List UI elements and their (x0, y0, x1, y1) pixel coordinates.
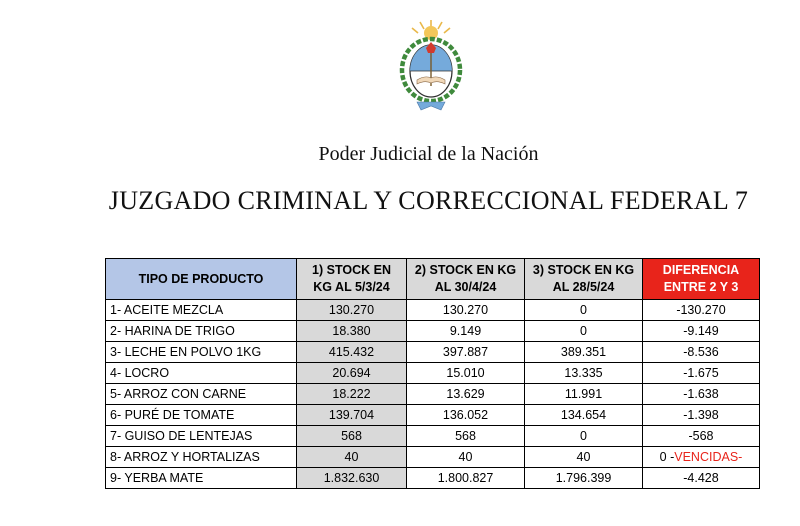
stock-2-value: 136.052 (407, 405, 525, 426)
difference-number: -1.638 (683, 387, 719, 401)
stock-2-value: 397.887 (407, 342, 525, 363)
stock-1-value: 1.832.630 (297, 468, 407, 489)
stock-1-value: 40 (297, 447, 407, 468)
difference-value (643, 300, 760, 321)
stock-3-value: 0 (525, 426, 643, 447)
stock-2-value: 15.010 (407, 363, 525, 384)
product-name: 8- ARROZ Y HORTALIZAS (106, 447, 297, 468)
difference-number: -8.536 (683, 345, 719, 359)
product-name: 1- ACEITE MEZCLA (106, 300, 297, 321)
stock-1-value: 18.380 (297, 321, 407, 342)
stock-3-value: 40 (525, 447, 643, 468)
stock-3-value: 0 (525, 300, 643, 321)
difference-value (643, 447, 760, 468)
header-stock-2 (407, 259, 525, 300)
stock-3-value: 0 (525, 321, 643, 342)
stock-1-value: 568 (297, 426, 407, 447)
stock-1-value: 18.222 (297, 384, 407, 405)
table-row (106, 384, 760, 405)
court-title: JUZGADO CRIMINAL Y CORRECCIONAL FEDERAL 7 (108, 186, 749, 215)
table-row (106, 447, 760, 468)
header-stock-2-line2: AL 30/4/24 (434, 280, 497, 294)
stock-3-value: 134.654 (525, 405, 643, 426)
table-row (106, 342, 760, 363)
stock-2-value: 13.629 (407, 384, 525, 405)
difference-number: -9.149 (683, 324, 719, 338)
stock-1-value: 139.704 (297, 405, 407, 426)
difference-number: -1.398 (683, 408, 719, 422)
header-difference-line2: ENTRE 2 Y 3 (663, 280, 739, 294)
stock-2-value: 130.270 (407, 300, 525, 321)
stock-2-value: 1.800.827 (407, 468, 525, 489)
header-stock-1-line1: 1) STOCK EN (312, 263, 391, 277)
difference-number: -4.428 (683, 471, 719, 485)
difference-value (643, 468, 760, 489)
product-name: 2- HARINA DE TRIGO (106, 321, 297, 342)
stock-3-value: 1.796.399 (525, 468, 643, 489)
difference-number: -1.675 (683, 366, 719, 380)
product-name: 6- PURÉ DE TOMATE (106, 405, 297, 426)
coat-of-arms-icon (395, 18, 467, 118)
product-name: 5- ARROZ CON CARNE (106, 384, 297, 405)
header-stock-3-line1: 3) STOCK EN KG (532, 263, 635, 277)
difference-value (643, 363, 760, 384)
difference-value (643, 384, 760, 405)
table-row (106, 363, 760, 384)
product-name: 4- LOCRO (106, 363, 297, 384)
header-stock-1 (297, 259, 407, 300)
header-stock-3 (525, 259, 643, 300)
stock-2-value: 9.149 (407, 321, 525, 342)
stock-3-value: 389.351 (525, 342, 643, 363)
product-name: 7- GUISO DE LENTEJAS (106, 426, 297, 447)
stock-1-value: 130.270 (297, 300, 407, 321)
difference-note: VENCIDAS- (674, 450, 743, 464)
header-product (106, 259, 297, 300)
table-row (106, 468, 760, 489)
header-difference-line1: DIFERENCIA (662, 263, 740, 277)
table-row (106, 321, 760, 342)
difference-value (643, 426, 760, 447)
difference-value (643, 321, 760, 342)
header-stock-1-line2: KG AL 5/3/24 (313, 280, 390, 294)
difference-number: -568 (688, 429, 714, 443)
stock-1-value: 20.694 (297, 363, 407, 384)
stock-3-value: 13.335 (525, 363, 643, 384)
stock-table (105, 258, 760, 489)
table-row (106, 426, 760, 447)
difference-number: 0 - (659, 450, 675, 464)
product-name: 9- YERBA MATE (106, 468, 297, 489)
stock-2-value: 40 (407, 447, 525, 468)
header-product-label: TIPO DE PRODUCTO (138, 271, 264, 286)
header-difference (643, 259, 760, 300)
table-header-row (106, 259, 760, 300)
difference-value (643, 405, 760, 426)
stock-1-value: 415.432 (297, 342, 407, 363)
difference-value (643, 342, 760, 363)
table-row (106, 300, 760, 321)
difference-number: -130.270 (676, 303, 726, 317)
product-name: 3- LECHE EN POLVO 1KG (106, 342, 297, 363)
header-stock-3-line2: AL 28/5/24 (552, 280, 615, 294)
institution-title: Poder Judicial de la Nación (318, 143, 539, 165)
stock-2-value: 568 (407, 426, 525, 447)
header-stock-2-line1: 2) STOCK EN KG (414, 263, 517, 277)
stock-3-value: 11.991 (525, 384, 643, 405)
table-row (106, 405, 760, 426)
